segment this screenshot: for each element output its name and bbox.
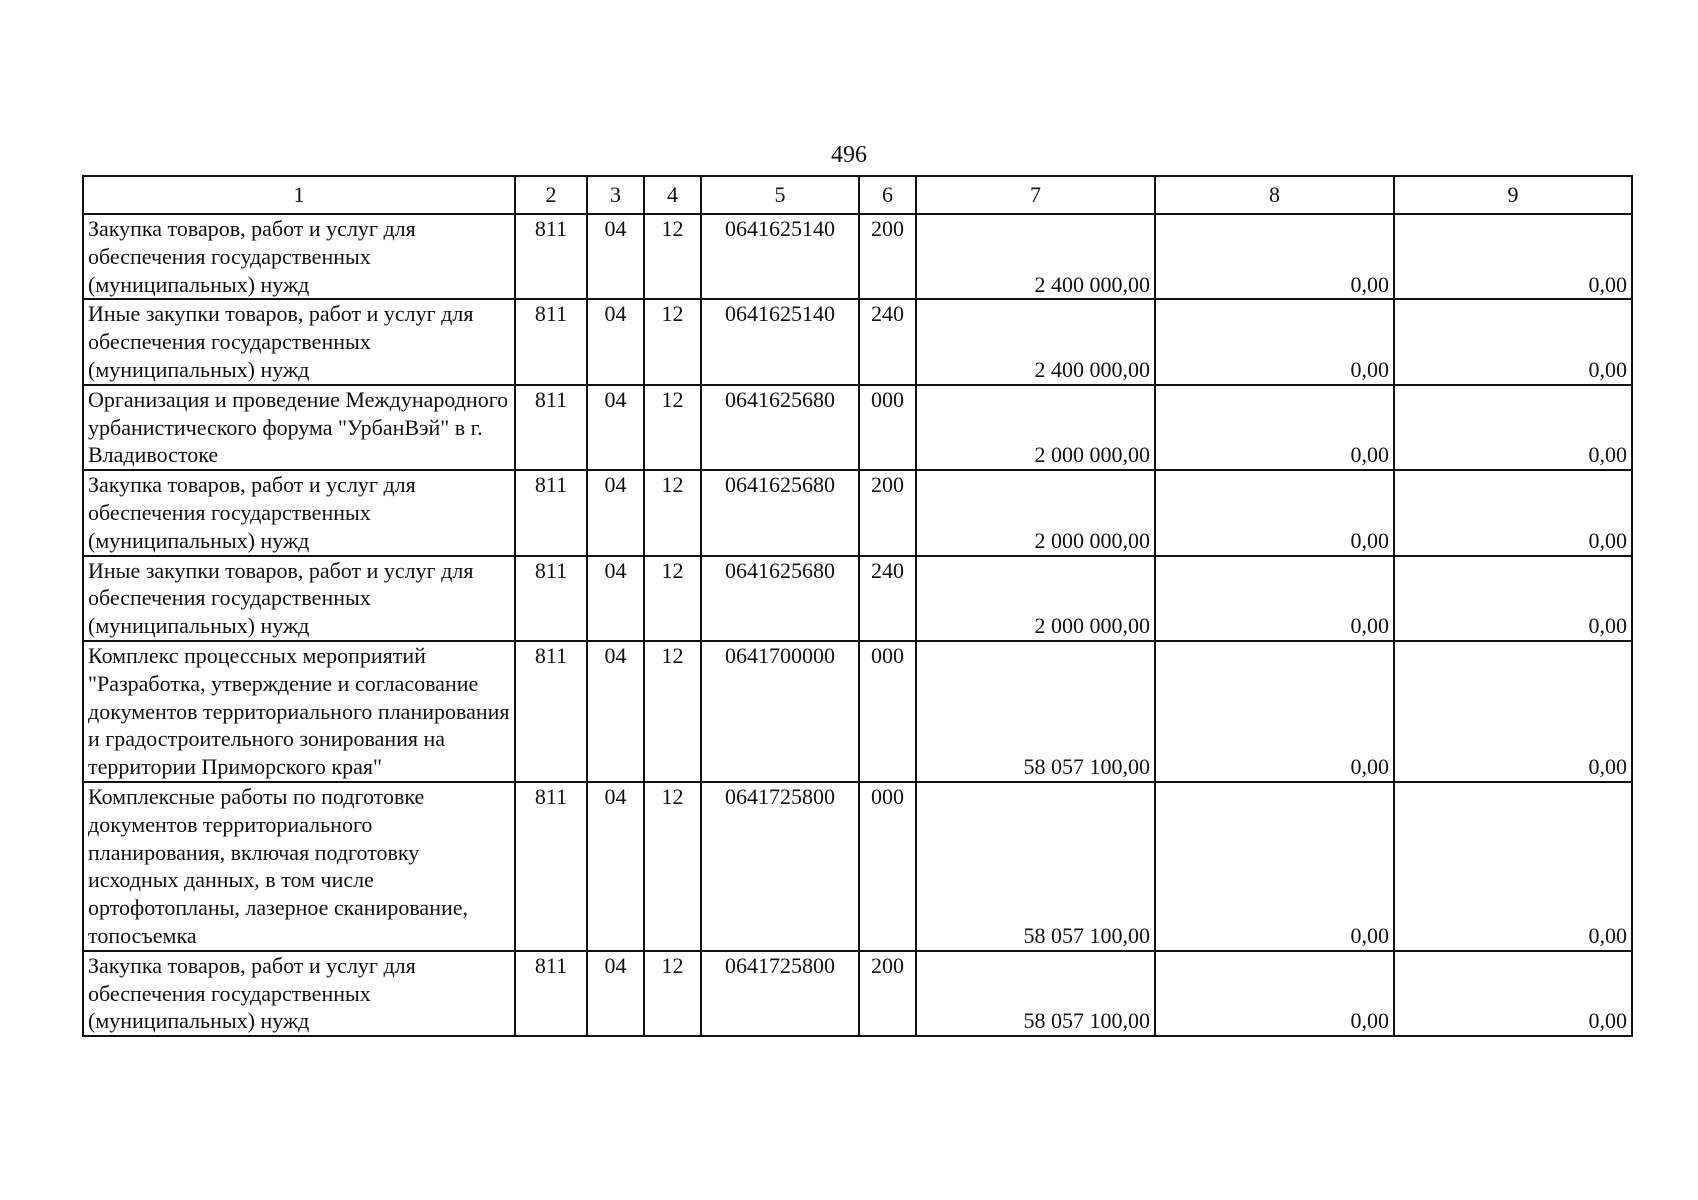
amount-column-9: 0,00 (1394, 641, 1632, 782)
ministry-code: 811 (515, 556, 587, 641)
subsection-code: 12 (644, 782, 701, 951)
subsection-code: 12 (644, 385, 701, 470)
section-code: 04 (587, 385, 644, 470)
column-header-1: 1 (83, 176, 515, 214)
column-header-5: 5 (701, 176, 859, 214)
amount-column-9: 0,00 (1394, 214, 1632, 299)
section-code: 04 (587, 470, 644, 555)
amount-column-8: 0,00 (1155, 470, 1394, 555)
section-code: 04 (587, 214, 644, 299)
table-row (83, 782, 1632, 951)
expense-type-code: 000 (859, 385, 916, 470)
expense-type-code: 200 (859, 470, 916, 555)
amount-column-9: 0,00 (1394, 385, 1632, 470)
expense-type-code: 000 (859, 641, 916, 782)
expense-type-code: 000 (859, 782, 916, 951)
expense-type-code: 200 (859, 214, 916, 299)
row-name: Иные закупки товаров, работ и услуг для обеспечения государственных (муниципальных) нужд (83, 556, 515, 641)
amount-column-7: 2 000 000,00 (916, 556, 1155, 641)
ministry-code: 811 (515, 385, 587, 470)
column-number-row (83, 176, 1632, 214)
row-name: Иные закупки товаров, работ и услуг для обеспечения государственных (муниципальных) нужд (83, 299, 515, 384)
expense-type-code: 200 (859, 951, 916, 1036)
amount-column-8: 0,00 (1155, 214, 1394, 299)
subsection-code: 12 (644, 214, 701, 299)
amount-column-9: 0,00 (1394, 470, 1632, 555)
page-number: 496 (831, 142, 867, 168)
table-row (83, 299, 1632, 384)
row-name: Комплекс процессных мероприятий "Разработка, утверждение и согласование документов территориального планирования и градостроительного зонирования на территории Приморского края" (83, 641, 515, 782)
amount-column-8: 0,00 (1155, 385, 1394, 470)
amount-column-7: 58 057 100,00 (916, 641, 1155, 782)
column-header-7: 7 (916, 176, 1155, 214)
table-row (83, 951, 1632, 1036)
target-article-code: 0641625680 (701, 470, 859, 555)
table-row (83, 641, 1632, 782)
section-code: 04 (587, 641, 644, 782)
amount-column-8: 0,00 (1155, 556, 1394, 641)
amount-column-7: 58 057 100,00 (916, 782, 1155, 951)
table-row (83, 385, 1632, 470)
subsection-code: 12 (644, 951, 701, 1036)
target-article-code: 0641625680 (701, 385, 859, 470)
amount-column-9: 0,00 (1394, 782, 1632, 951)
ministry-code: 811 (515, 470, 587, 555)
row-name: Закупка товаров, работ и услуг для обеспечения государственных (муниципальных) нужд (83, 214, 515, 299)
amount-column-7: 58 057 100,00 (916, 951, 1155, 1036)
column-header-6: 6 (859, 176, 916, 214)
target-article-code: 0641625680 (701, 556, 859, 641)
row-name: Закупка товаров, работ и услуг для обеспечения государственных (муниципальных) нужд (83, 951, 515, 1036)
ministry-code: 811 (515, 299, 587, 384)
ministry-code: 811 (515, 214, 587, 299)
section-code: 04 (587, 299, 644, 384)
section-code: 04 (587, 556, 644, 641)
amount-column-7: 2 000 000,00 (916, 385, 1155, 470)
expense-type-code: 240 (859, 299, 916, 384)
table-body (83, 214, 1632, 1036)
ministry-code: 811 (515, 951, 587, 1036)
amount-column-8: 0,00 (1155, 951, 1394, 1036)
amount-column-8: 0,00 (1155, 299, 1394, 384)
target-article-code: 0641725800 (701, 782, 859, 951)
subsection-code: 12 (644, 556, 701, 641)
amount-column-7: 2 400 000,00 (916, 299, 1155, 384)
amount-column-8: 0,00 (1155, 782, 1394, 951)
section-code: 04 (587, 951, 644, 1036)
column-header-2: 2 (515, 176, 587, 214)
target-article-code: 0641700000 (701, 641, 859, 782)
column-header-8: 8 (1155, 176, 1394, 214)
subsection-code: 12 (644, 299, 701, 384)
amount-column-9: 0,00 (1394, 299, 1632, 384)
amount-column-8: 0,00 (1155, 641, 1394, 782)
section-code: 04 (587, 782, 644, 951)
row-name: Закупка товаров, работ и услуг для обеспечения государственных (муниципальных) нужд (83, 470, 515, 555)
amount-column-7: 2 000 000,00 (916, 470, 1155, 555)
amount-column-9: 0,00 (1394, 556, 1632, 641)
budget-table (82, 175, 1633, 1037)
amount-column-7: 2 400 000,00 (916, 214, 1155, 299)
column-header-4: 4 (644, 176, 701, 214)
table-row (83, 214, 1632, 299)
subsection-code: 12 (644, 470, 701, 555)
target-article-code: 0641725800 (701, 951, 859, 1036)
ministry-code: 811 (515, 641, 587, 782)
table-row (83, 470, 1632, 555)
target-article-code: 0641625140 (701, 299, 859, 384)
table-header (83, 176, 1632, 214)
column-header-3: 3 (587, 176, 644, 214)
column-header-9: 9 (1394, 176, 1632, 214)
expense-type-code: 240 (859, 556, 916, 641)
subsection-code: 12 (644, 641, 701, 782)
amount-column-9: 0,00 (1394, 951, 1632, 1036)
ministry-code: 811 (515, 782, 587, 951)
table-row (83, 556, 1632, 641)
row-name: Комплексные работы по подготовке документов территориального планирования, включая подготовку исходных данных, в том числе ортофотопланы, лазерное сканирование, топосъемка (83, 782, 515, 951)
row-name: Организация и проведение Международного урбанистического форума "УрбанВэй" в г. Владивостоке (83, 385, 515, 470)
target-article-code: 0641625140 (701, 214, 859, 299)
